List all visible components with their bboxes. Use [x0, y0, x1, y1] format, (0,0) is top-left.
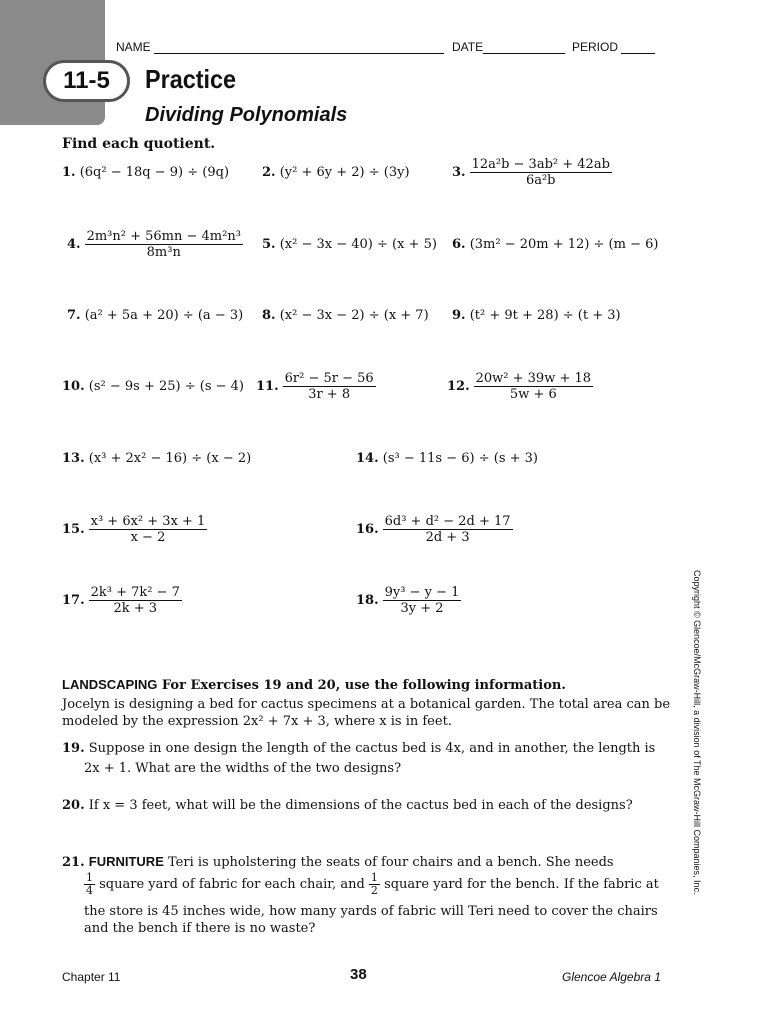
date-field — [452, 40, 565, 54]
problem-4: 4. $\frac{\text{2m³n² + 56mn − 4m²n³}}{\text{8m³n}}$ — [67, 229, 241, 260]
landscaping-text-1: Jocelyn is designing a bed for cactus specimens at a botanical garden. The total area can be — [62, 697, 671, 712]
date-line — [483, 41, 565, 54]
date-label: DATE — [452, 40, 484, 54]
copyright-notice: Copyright © Glencoe/McGraw-Hill, a division of The McGraw-Hill Companies, Inc. — [692, 570, 702, 895]
problem-6: 6. (3m² − 20m + 12) ÷ (m − 6) — [452, 237, 659, 252]
footer-chapter: Chapter 11 — [62, 970, 121, 984]
period-label: PERIOD — [572, 40, 619, 54]
name-field — [116, 40, 444, 54]
question-19: 19. Suppose in one design the length of the cactus bed is 4x, and in another, the length is 2x + 1. What are the widths of the two designs? — [62, 741, 656, 776]
problem-14: 14. (s³ − 11s − 6) ÷ (s + 3) — [356, 451, 538, 466]
problem-13: 13. (x³ + 2x² − 16) ÷ (x − 2) — [62, 451, 252, 466]
lesson-badge: 11-5 — [43, 60, 130, 102]
name-label: NAME — [116, 40, 151, 54]
period-field — [572, 40, 655, 54]
problem-15: 15. $\frac{\text{x³ + 6x² + 3x + 1}}{x - 2}$ — [62, 514, 206, 545]
problem-16: 16. $\frac{\text{6d³ + d² − 2d + 17}}{2d + 3}$ — [356, 514, 511, 545]
page-number: 38 — [350, 966, 367, 983]
page-title: Practice — [145, 64, 237, 94]
question-20: 20. If x = 3 feet, what will be the dimensions of the cactus bed in each of the designs? — [62, 798, 633, 813]
problem-12: 12. $\frac{\text{20w² + 39w + 18}}{5w + 6}$ — [447, 371, 592, 402]
problem-10: 10. (s² − 9s + 25) ÷ (s − 4) — [62, 379, 244, 394]
problem-11: 11. $\frac{\text{6r² − 5r − 56}}{3r + 8}$ — [256, 371, 374, 402]
question-21-line-2: $\frac{1}{4}$ square yard of fabric for each chair, and $\frac{1}{2}$ square yard for the bench. If the fabric at — [86, 871, 659, 897]
question-21: 21. FURNITURE Teri is upholstering the seats of four chairs and a bench. She needs — [62, 854, 614, 870]
problem-3: 3. $\frac{\text{12a²b − 3ab² + 42ab}}{\text{6a²b}}$ — [452, 157, 610, 188]
footer-book: Glencoe Algebra 1 — [562, 970, 661, 984]
problem-5: 5. (x² − 3x − 40) ÷ (x + 5) — [262, 237, 437, 252]
period-line — [621, 41, 655, 54]
problem-18: 18. $\frac{\text{9y³ − y − 1}}{3y + 2}$ — [356, 585, 460, 616]
instructions: Find each quotient. — [62, 136, 216, 152]
problem-17: 17. $\frac{\text{2k³ + 7k² − 7}}{2k + 3}$ — [62, 585, 180, 616]
problem-7: 7. (a² + 5a + 20) ÷ (a − 3) — [67, 308, 244, 323]
page-subtitle: Dividing Polynomials — [145, 104, 348, 126]
landscaping-heading: LANDSCAPING For Exercises 19 and 20, use the following information. — [62, 677, 566, 693]
problem-9: 9. (t² + 9t + 28) ÷ (t + 3) — [452, 308, 621, 323]
problem-8: 8. (x² − 3x − 2) ÷ (x + 7) — [262, 308, 429, 323]
problem-1: 1. (6q² − 18q − 9) ÷ (9q) — [62, 165, 230, 180]
problem-2: 2. (y² + 6y + 2) ÷ (3y) — [262, 165, 410, 180]
name-line — [154, 41, 444, 54]
landscaping-text-2: modeled by the expression 2x² + 7x + 3, where x is in feet. — [62, 714, 452, 729]
question-21-line-4: and the bench if there is no waste? — [84, 921, 316, 936]
question-21-line-3: the store is 45 inches wide, how many yards of fabric will Teri need to cover the chairs — [84, 904, 658, 919]
